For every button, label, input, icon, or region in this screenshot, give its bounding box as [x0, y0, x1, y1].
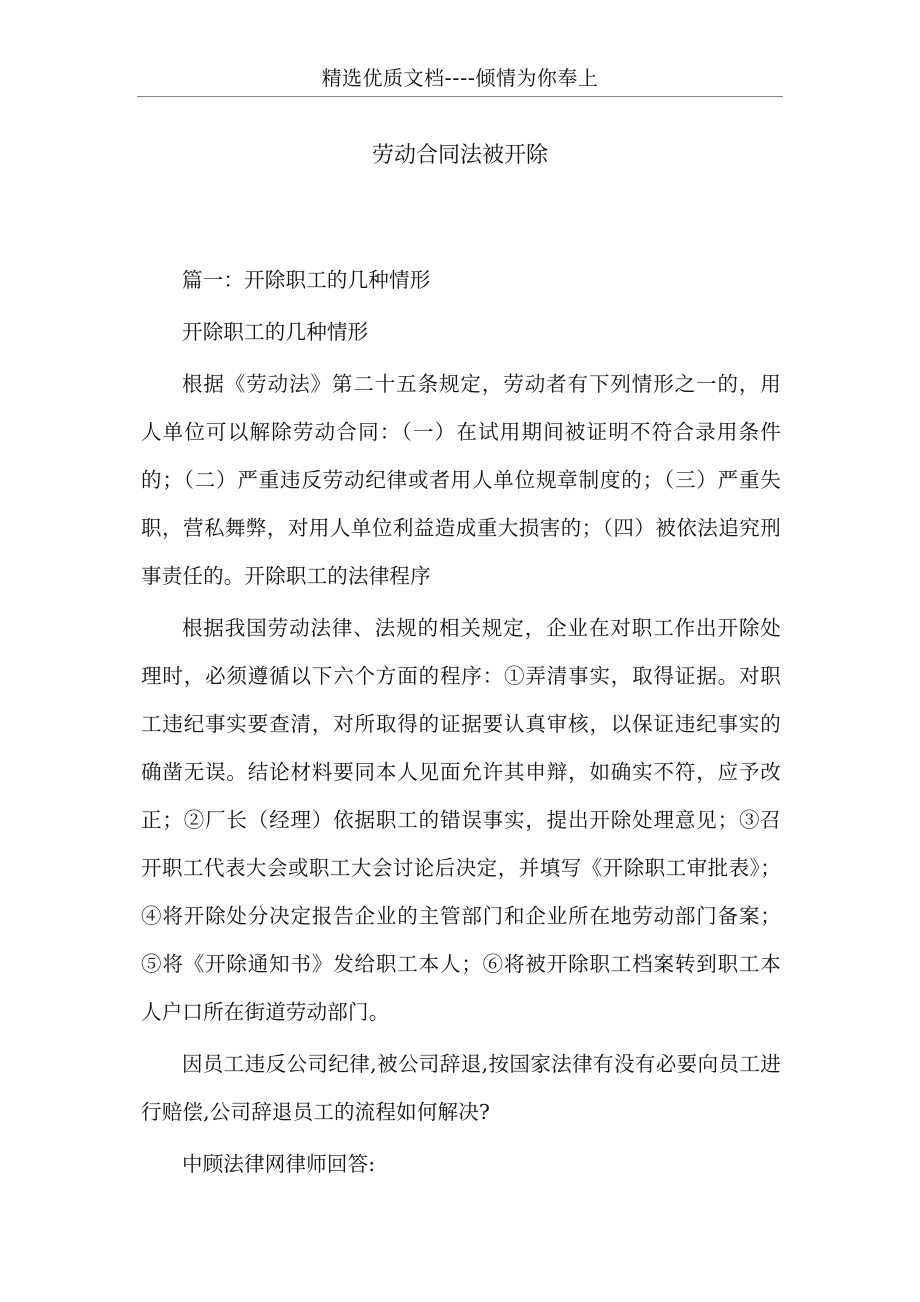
- document-title: 劳动合同法被开除: [371, 143, 548, 168]
- document-body: [141, 256, 781, 1192]
- body-paragraph: 根据《劳动法》第二十五条规定，劳动者有下列情形之一的，用人单位可以解除劳动合同：（一）在试用期间被证明不符合录用条件的；（二）严重违反劳动纪律或者用人单位规章制度的；（三）严重失职，营私舞弊，对用人单位利益造成重大损害的；（四）被依法追究刑事责任的。开除职工的法律程序: [141, 372, 781, 588]
- page-header: 精选优质文档----倾情为你奉上: [321, 66, 599, 90]
- section-heading: 篇一：开除职工的几种情形: [182, 268, 431, 292]
- header-divider: [137, 96, 783, 97]
- subsection-heading: 开除职工的几种情形: [182, 320, 369, 344]
- body-paragraph: 根据我国劳动法律、法规的相关规定，企业在对职工作出开除处理时，必须遵循以下六个方面的程序：①弄清事实，取得证据。对职工违纪事实要查清，对所取得的证据要认真审核，以保证违纪事实的确凿无误。结论材料要同本人见面允许其申辩，如确实不符，应予改正；②厂长（经理）依据职工的错误事实，提出开除处理意见；③召开职工代表大会或职工大会讨论后决定，并填写《开除职工审批表》；④将开除处分决定报告企业的主管部门和企业所在地劳动部门备案；⑤将《开除通知书》发给职工本人；⑥将被开除职工档案转到职工本人户口所在街道劳动部门。: [141, 616, 781, 1024]
- body-paragraph: 中顾法律网律师回答:: [182, 1152, 376, 1176]
- body-paragraph: 因员工违反公司纪律,被公司辞退,按国家法律有没有必要向员工进行赔偿,公司辞退员工的流程如何解决?: [141, 1052, 781, 1124]
